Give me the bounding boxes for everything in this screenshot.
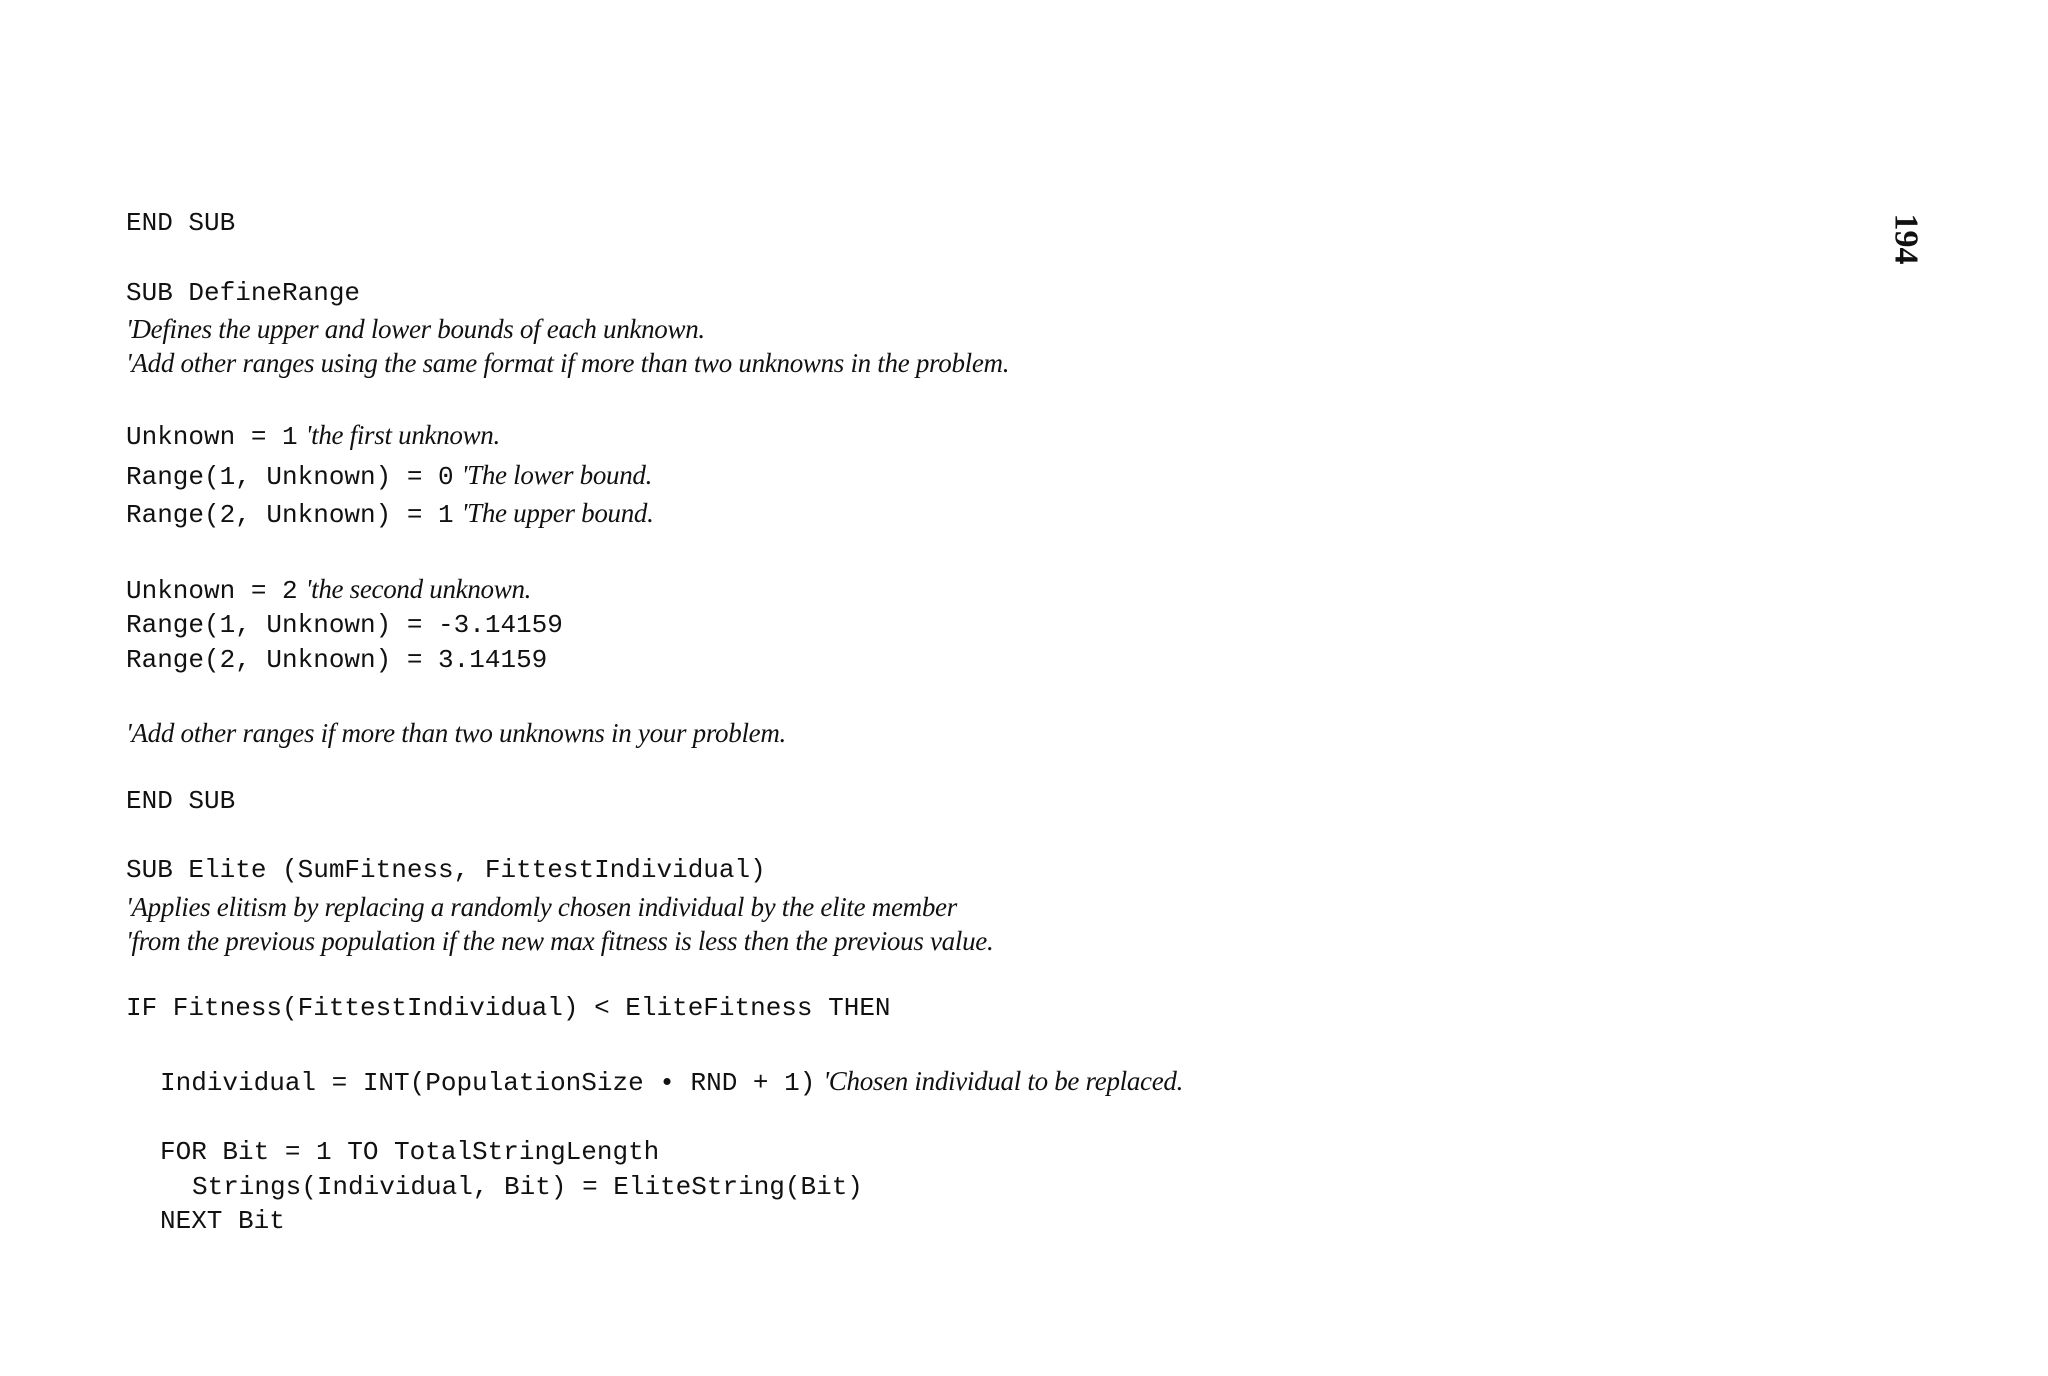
comment-line-add-other: 'Add other ranges if more than two unknowns in your problem. [126,718,786,748]
comment-line-add-other-format: 'Add other ranges using the same format if more than two unknowns in the problem. [126,348,1010,378]
code-line-range-2-1 [126,498,654,530]
comment-line-elitism-1: 'Applies elitism by replacing a randomly chosen individual by the elite member [126,892,957,922]
code-line-range-2-2: Range(2, Unknown) = 3.14159 [126,645,548,675]
code-text: Unknown = 1 [126,422,298,452]
inline-comment: 'The lower bound. [461,460,653,490]
code-text: Range(1, Unknown) = 0 [126,462,454,492]
inline-comment: 'the second unknown. [305,574,532,604]
inline-comment: 'Chosen individual to be replaced. [823,1066,1184,1096]
code-line-for: FOR Bit = 1 TO TotalStringLength [160,1137,660,1167]
code-line-end-sub: END SUB [126,208,236,238]
comment-line-defines: 'Defines the upper and lower bounds of each unknown. [126,314,705,344]
code-line-range-1-2: Range(1, Unknown) = -3.14159 [126,610,563,640]
code-line-next: NEXT Bit [160,1206,285,1236]
inline-comment: 'the first unknown. [305,420,500,450]
code-line-if: IF Fitness(FittestIndividual) < EliteFitness THEN [126,993,891,1023]
code-line-sub-definerange: SUB DefineRange [126,278,361,308]
code-text: Unknown = 2 [126,576,298,606]
code-line-strings: Strings(Individual, Bit) = EliteString(Bit) [192,1172,863,1202]
code-line-unknown-1 [126,420,500,452]
inline-comment: 'The upper bound. [461,498,654,528]
comment-line-elitism-2: 'from the previous population if the new max fitness is less then the previous value. [126,926,994,956]
page-number: 194 [1887,213,1925,265]
code-line-range-1-1 [126,460,652,492]
code-line-unknown-2 [126,574,531,606]
code-text: Individual = INT(PopulationSize • RND + 1) [160,1068,816,1098]
code-text: Range(2, Unknown) = 1 [126,500,454,530]
code-line-end-sub-2: END SUB [126,786,236,816]
code-line-sub-elite: SUB Elite (SumFitness, FittestIndividual) [126,855,766,885]
code-line-individual [160,1066,1183,1098]
